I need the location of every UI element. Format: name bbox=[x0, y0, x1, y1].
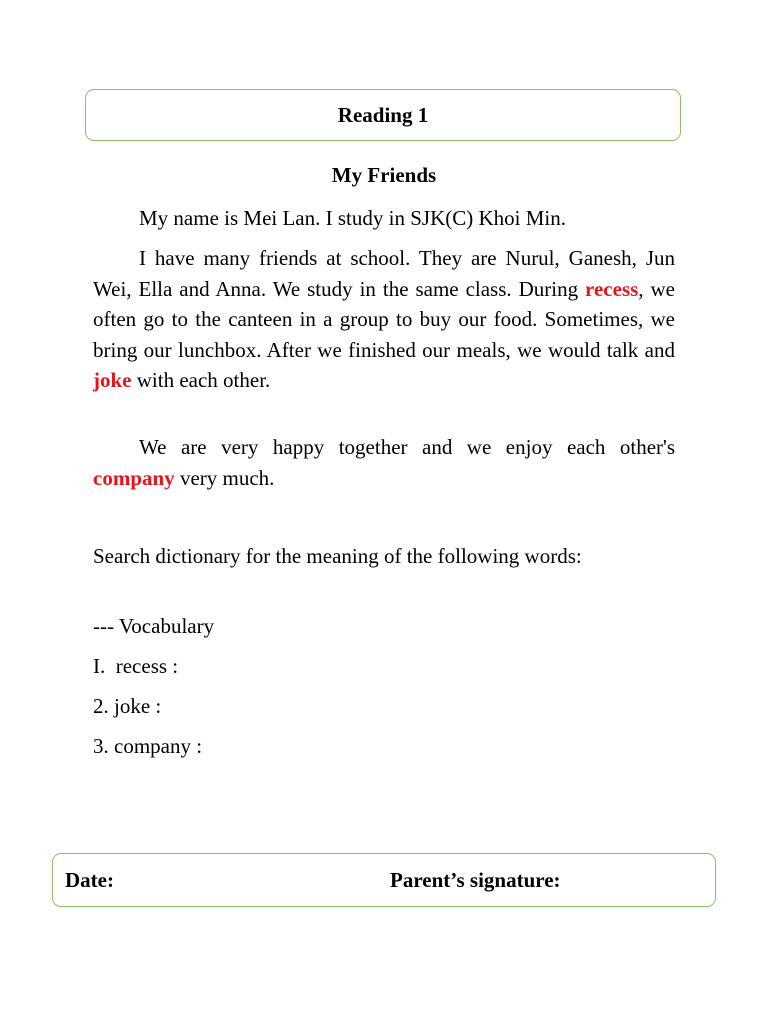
story-title: My Friends bbox=[331, 163, 437, 187]
reading-title: Reading 1 bbox=[337, 102, 429, 127]
paragraph-2-text-c: with each other. bbox=[131, 368, 271, 392]
paragraph-2 bbox=[93, 243, 675, 396]
signature-box bbox=[52, 853, 716, 907]
paragraph-1-text: My name is Mei Lan. I study in SJK(C) Khoi Min. bbox=[139, 206, 566, 230]
paragraph-3-text-b: very much. bbox=[174, 465, 275, 490]
paragraph-3 bbox=[93, 432, 675, 493]
paragraph-1 bbox=[93, 203, 675, 234]
date-label: Date: bbox=[65, 868, 114, 892]
vocab-item-recess: I. recess : bbox=[93, 654, 179, 678]
vocab-item-company: 3. company : bbox=[93, 734, 203, 758]
highlight-recess: recess bbox=[585, 276, 639, 301]
title-box bbox=[85, 89, 681, 141]
paragraph-3-text-a: We are very happy together and we enjoy each other's bbox=[139, 435, 675, 459]
vocab-item-joke: 2. joke : bbox=[93, 694, 162, 718]
paragraph-2-text-b: , we often go to the canteen in a group to buy our food. Sometimes, we bring our lunchbox. After we finished our meals, we would talk and bbox=[93, 276, 675, 362]
parent-signature-label: Parent’s signature: bbox=[390, 868, 561, 892]
paragraph-2-text-a: I have many friends at school. They are Nurul, Ganesh, Jun Wei, Ella and Anna. We study in the same class. During bbox=[93, 246, 675, 301]
highlight-company: company bbox=[93, 465, 175, 490]
vocabulary-heading: --- Vocabulary bbox=[93, 614, 215, 638]
highlight-joke: joke bbox=[93, 368, 132, 392]
task-instruction: Search dictionary for the meaning of the following words: bbox=[93, 544, 582, 568]
